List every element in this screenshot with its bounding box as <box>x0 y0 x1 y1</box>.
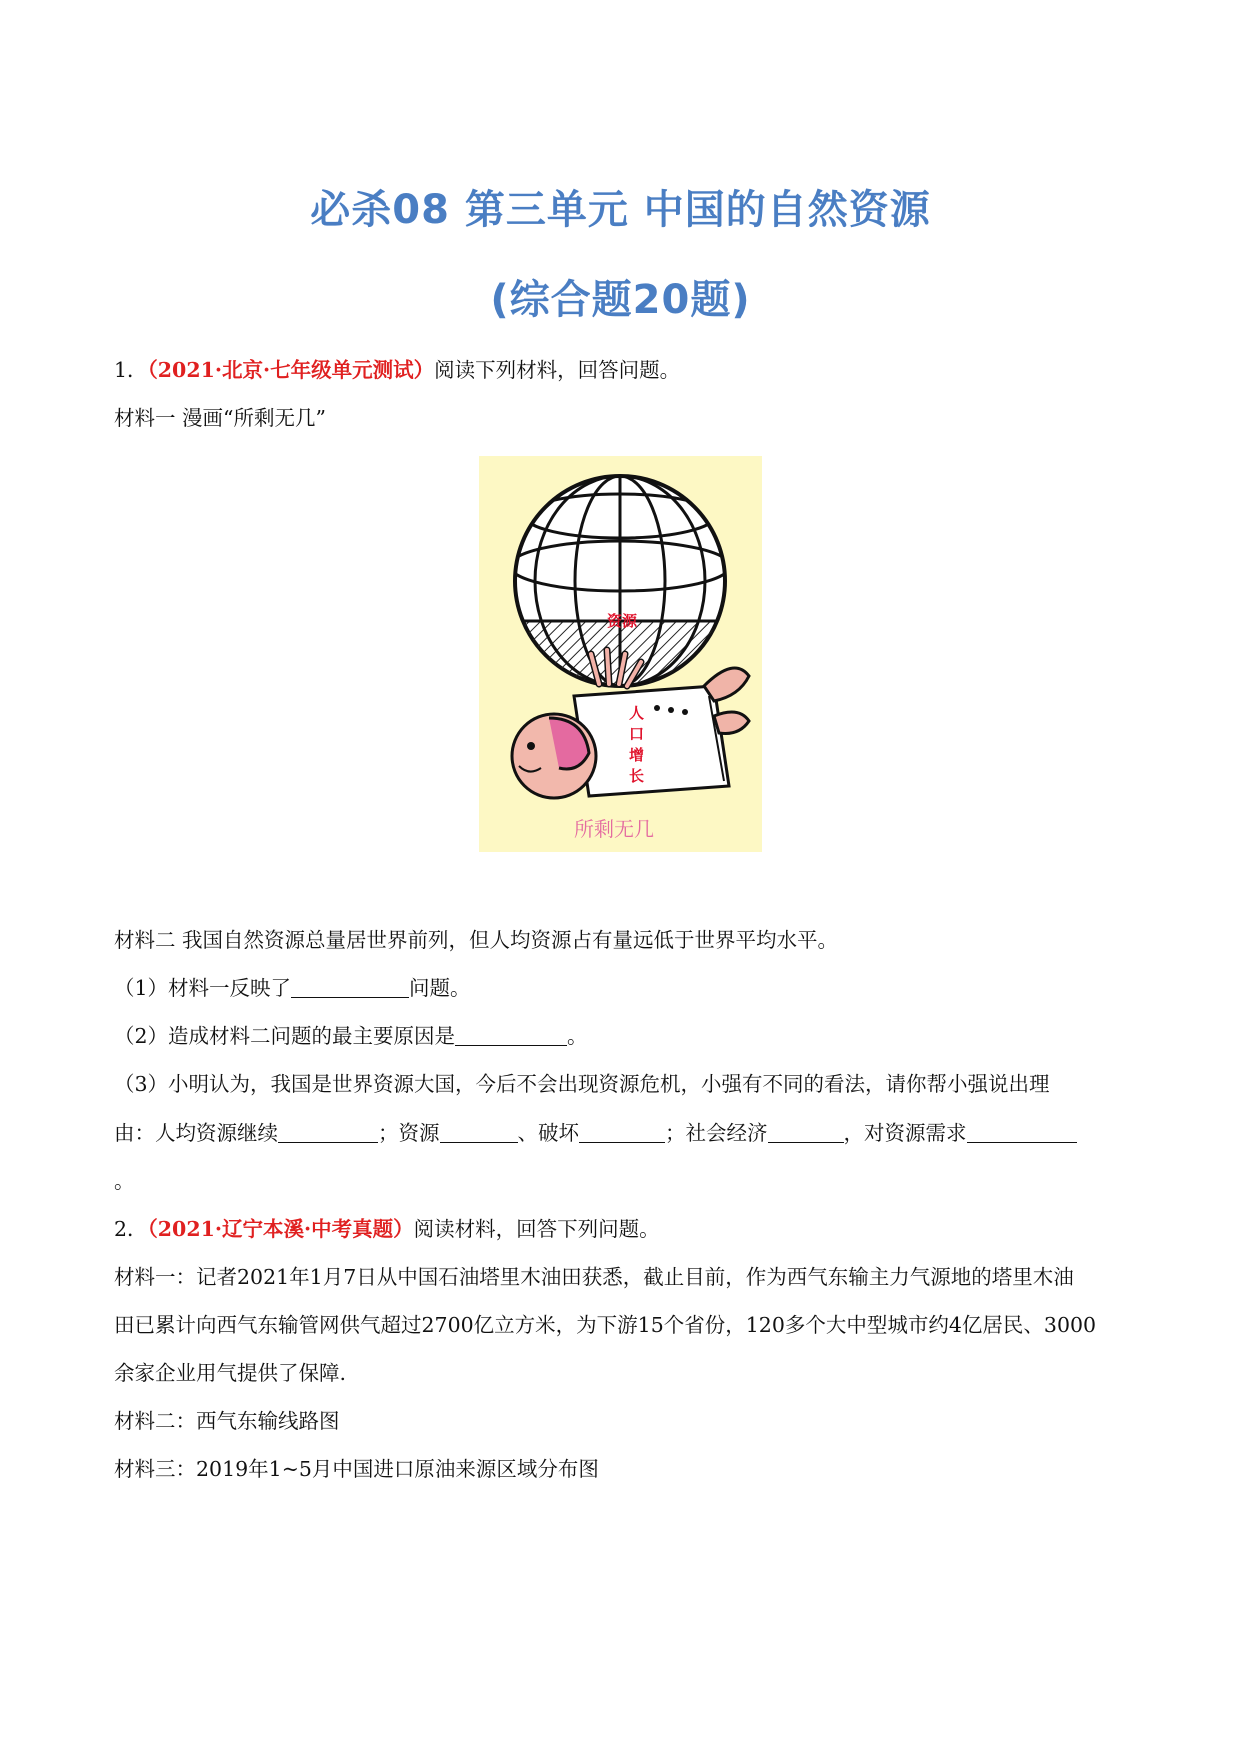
sub-question-3-end: 。 <box>114 1169 135 1193</box>
person-body-icon <box>574 686 729 796</box>
sub-question-3-line1: （3）小明认为，我国是世界资源大国，今后不会出现资源危机，小强有不同的看法，请你帮小强说出理 <box>114 1072 1050 1096</box>
question-number: 2． <box>114 1217 148 1241</box>
sub-question-3-part1: 由：人均资源继续 <box>114 1121 278 1145</box>
sub-question-3-part4: ；社会经济 <box>665 1121 768 1145</box>
answer-blank[interactable] <box>579 1120 665 1143</box>
sub-question-3-part5: ，对资源需求 <box>843 1121 967 1145</box>
sub-question-2-text: （2）造成材料二问题的最主要原因是 <box>114 1024 456 1048</box>
label-population-4: 长 <box>629 767 645 785</box>
question-number: 1． <box>114 358 148 382</box>
q2-material-1-line3: 余家企业用气提供了保障. <box>114 1361 347 1385</box>
q2-material-1-line2: 田已累计向西气东输管网供气超过2700亿立方米，为下游15个省份，120多个大中型城市约4亿居民、3000 <box>114 1313 1097 1337</box>
label-population-3: 增 <box>629 746 645 764</box>
question-source: （2021·北京·七年级单元测试） <box>147 358 435 382</box>
material-1-label: 材料一 漫画“所剩无几” <box>114 406 326 430</box>
question-intro: 阅读材料，回答下列问题。 <box>413 1217 660 1241</box>
question-source: （2021·辽宁本溪·中考真题） <box>147 1217 414 1241</box>
sub-question-3-part3: 、破坏 <box>517 1121 579 1145</box>
q2-material-2: 材料二：西气东输线路图 <box>114 1409 340 1433</box>
answer-blank[interactable] <box>967 1120 1077 1143</box>
label-population-1: 人 <box>629 704 645 722</box>
sub-question-3-line2 <box>114 1118 1128 1148</box>
sub-question-1-end: 问题。 <box>409 976 471 1000</box>
person-head-icon <box>512 714 596 798</box>
answer-blank[interactable] <box>455 1023 567 1046</box>
cartoon-caption: 所剩无几 <box>574 817 654 841</box>
question-1-header <box>114 355 1128 385</box>
page-title: 必杀08 第三单元 中国的自然资源 <box>310 187 931 233</box>
page-subtitle: (综合题20题) <box>490 277 751 323</box>
label-population-2: 口 <box>629 725 645 743</box>
sub-question-2 <box>114 1021 1128 1051</box>
answer-blank[interactable] <box>768 1120 844 1143</box>
sub-question-1-text: （1）材料一反映了 <box>114 976 292 1000</box>
question-intro: 阅读下列材料，回答问题。 <box>434 358 681 382</box>
label-resource: 资源 <box>607 612 638 630</box>
answer-blank[interactable] <box>278 1120 378 1143</box>
question-2-header <box>114 1214 1128 1244</box>
material-2-text: 材料二 我国自然资源总量居世界前列，但人均资源占有量远低于世界平均水平。 <box>114 928 839 952</box>
sub-question-1 <box>114 973 1128 1003</box>
sub-question-3-part2: ；资源 <box>378 1121 440 1145</box>
cartoon-image <box>479 456 762 852</box>
q2-material-1-line1: 材料一：记者2021年1月7日从中国石油塔里木油田获悉，截止目前，作为西气东输主力气源地的塔里木油 <box>114 1265 1074 1289</box>
sub-question-2-end: 。 <box>567 1024 588 1048</box>
answer-blank[interactable] <box>291 975 409 998</box>
answer-blank[interactable] <box>440 1120 518 1143</box>
q2-material-3: 材料三：2019年1~5月中国进口原油来源区域分布图 <box>114 1457 599 1481</box>
